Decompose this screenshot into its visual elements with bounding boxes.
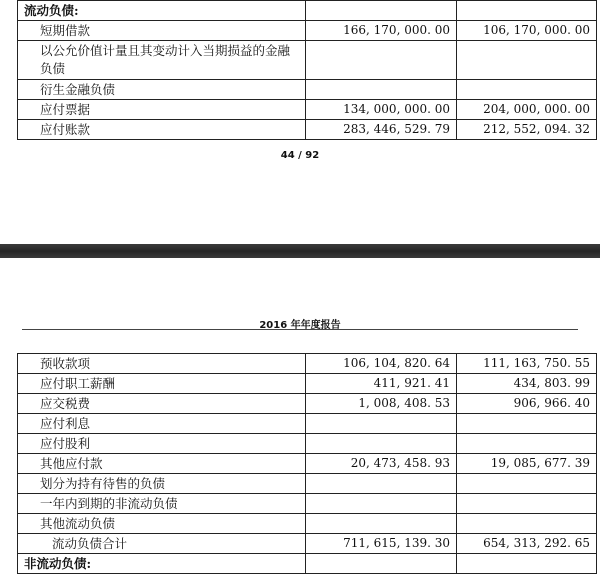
table-row — [18, 534, 597, 554]
table-row — [18, 454, 597, 474]
table-row — [18, 394, 597, 414]
row-label: 应交税费 — [18, 394, 306, 414]
current-period-value — [306, 514, 457, 534]
prior-period-value: 106, 170, 000. 00 — [457, 21, 597, 41]
row-label: 以公允价值计量且其变动计入当期损益的金融负债 — [18, 41, 306, 80]
current-period-value: 411, 921. 41 — [306, 374, 457, 394]
current-period-value: 283, 446, 529. 79 — [306, 120, 457, 140]
liabilities-table-top — [17, 0, 597, 140]
prior-period-value: 654, 313, 292. 65 — [457, 534, 597, 554]
report-header-title: 2016 年年度报告 — [259, 320, 341, 331]
prior-period-value: 212, 552, 094. 32 — [457, 120, 597, 140]
current-period-value — [306, 494, 457, 514]
current-period-value — [306, 41, 457, 80]
current-period-value — [306, 1, 457, 21]
current-period-value: 106, 104, 820. 64 — [306, 354, 457, 374]
row-label: 应付利息 — [18, 414, 306, 434]
table-row — [18, 21, 597, 41]
table-row — [18, 41, 597, 80]
prior-period-value — [457, 434, 597, 454]
row-label: 预收款项 — [18, 354, 306, 374]
page-separator — [0, 244, 600, 258]
current-period-value: 134, 000, 000. 00 — [306, 100, 457, 120]
row-label: 短期借款 — [18, 21, 306, 41]
page-number: 44 / 92 — [280, 150, 320, 161]
table-row — [18, 100, 597, 120]
current-period-value — [306, 414, 457, 434]
current-period-value: 711, 615, 139. 30 — [306, 534, 457, 554]
table-row — [18, 374, 597, 394]
row-label: 衍生金融负债 — [18, 80, 306, 100]
prior-period-value — [457, 494, 597, 514]
prior-period-value: 204, 000, 000. 00 — [457, 100, 597, 120]
document-page-bottom — [0, 258, 600, 571]
table-row — [18, 354, 597, 374]
current-period-value: 1, 008, 408. 53 — [306, 394, 457, 414]
prior-period-value — [457, 474, 597, 494]
row-label: 非流动负债: — [18, 554, 306, 574]
row-label: 其他流动负债 — [18, 514, 306, 534]
row-label: 应付职工薪酬 — [18, 374, 306, 394]
current-period-value: 166, 170, 000. 00 — [306, 21, 457, 41]
table-row — [18, 474, 597, 494]
prior-period-value: 434, 803. 99 — [457, 374, 597, 394]
prior-period-value — [457, 41, 597, 80]
row-label: 应付股利 — [18, 434, 306, 454]
prior-period-value: 111, 163, 750. 55 — [457, 354, 597, 374]
table-row — [18, 1, 597, 21]
table-row — [18, 120, 597, 140]
row-label: 一年内到期的非流动负债 — [18, 494, 306, 514]
prior-period-value — [457, 80, 597, 100]
row-label: 划分为持有待售的负债 — [18, 474, 306, 494]
document-page-top — [0, 0, 600, 244]
prior-period-value: 19, 085, 677. 39 — [457, 454, 597, 474]
prior-period-value: 906, 966. 40 — [457, 394, 597, 414]
current-period-value — [306, 434, 457, 454]
prior-period-value — [457, 414, 597, 434]
row-label: 流动负债合计 — [18, 534, 306, 554]
current-period-value — [306, 474, 457, 494]
table-row — [18, 414, 597, 434]
current-period-value — [306, 554, 457, 574]
row-label: 流动负债: — [18, 1, 306, 21]
prior-period-value — [457, 554, 597, 574]
table-row — [18, 80, 597, 100]
row-label: 其他应付款 — [18, 454, 306, 474]
header-rule — [22, 329, 578, 330]
liabilities-table-bottom — [17, 353, 597, 574]
row-label: 应付票据 — [18, 100, 306, 120]
current-period-value: 20, 473, 458. 93 — [306, 454, 457, 474]
table-row — [18, 514, 597, 534]
row-label: 应付账款 — [18, 120, 306, 140]
table-row — [18, 434, 597, 454]
current-period-value — [306, 80, 457, 100]
table-row — [18, 554, 597, 574]
prior-period-value — [457, 1, 597, 21]
prior-period-value — [457, 514, 597, 534]
table-row — [18, 494, 597, 514]
